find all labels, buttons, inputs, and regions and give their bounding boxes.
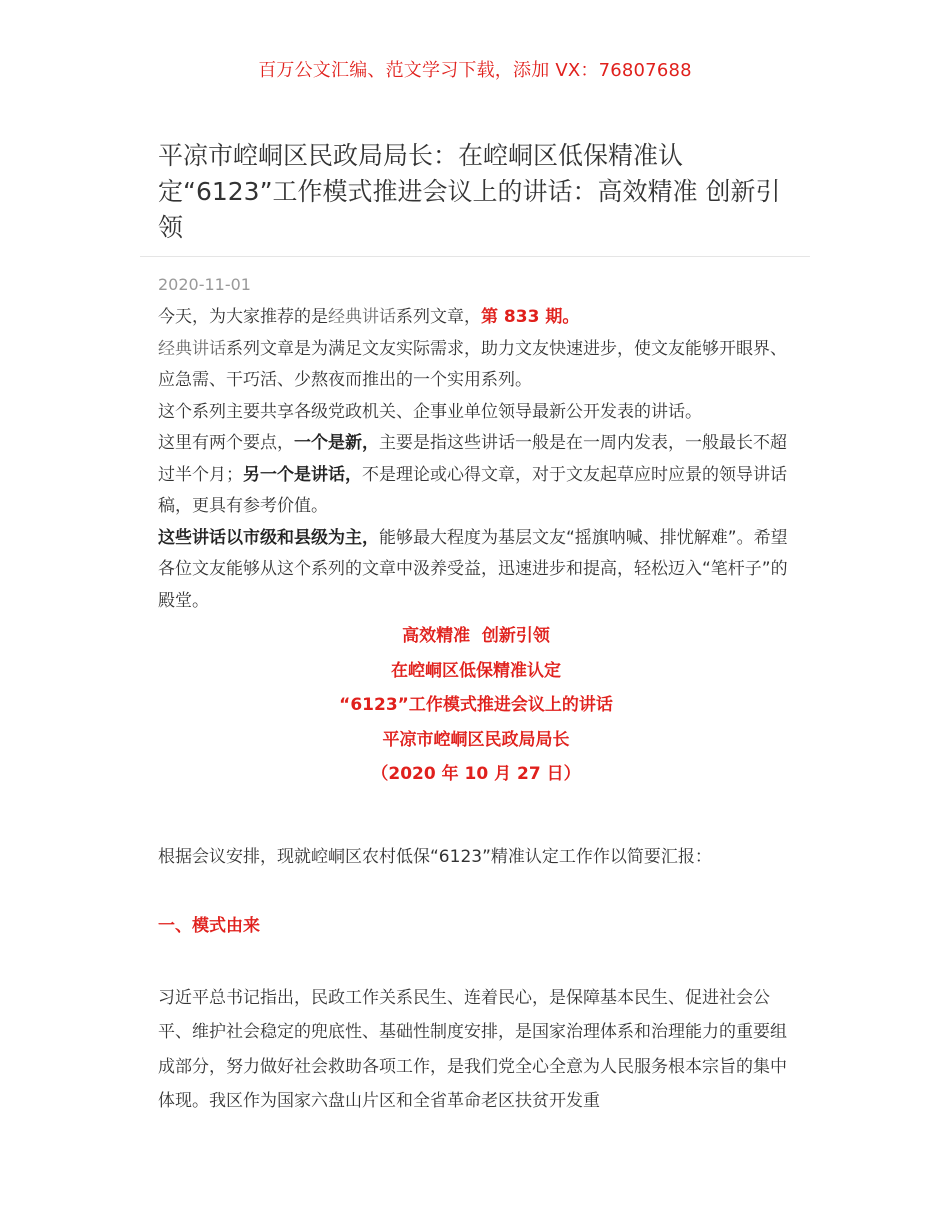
intro-p1-mid: 系列文章， bbox=[396, 307, 481, 327]
intro-p5-b: 能够最大程度为基层文友“摇旗呐喊、排忧解难”。希望各位文友能够从这个系列的文章中汲养受益，迅速进步和提高，轻松迈入“笔杆子”的殿堂。 bbox=[158, 527, 788, 611]
title-divider bbox=[140, 256, 810, 257]
speech-header-line-5: （2020 年 10 月 27 日） bbox=[371, 764, 581, 784]
speech-header-line-2: 在崆峒区低保精准认定 bbox=[391, 660, 561, 681]
intro-p1-prefix: 今天，为大家推荐的是 bbox=[158, 307, 328, 327]
intro-p2-text: 系列文章是为满足文友实际需求，助力文友快速进步，使文友能够开眼界、应急需、干巧活、少熬夜而推出的一个实用系列。 bbox=[158, 338, 787, 390]
speech-header-line-3: “6123”工作模式推进会议上的讲话 bbox=[339, 695, 613, 715]
intro-p4-c: 主要是指这些讲话一般是在一周内发表，一般最长不超过半个月； bbox=[158, 433, 787, 485]
article-content bbox=[158, 302, 794, 1119]
publish-date: 2020-11-01 bbox=[158, 275, 251, 294]
section-1-paragraph: 习近平总书记指出，民政工作关系民生、连着民心，是保障基本民生、促进社会公平、维护社会稳定的兜底性、基础性制度安排，是国家治理体系和治理能力的重要组成部分，努力做好社会救助各项工作，是我们党全心全意为人民服务根本宗旨的集中体现。我区作为国家六盘山片区和全省革命老区扶贫开发重 bbox=[158, 987, 787, 1111]
intro-paragraph-5 bbox=[158, 523, 794, 618]
article-title: 平凉市崆峒区民政局局长：在崆峒区低保精准认定“6123”工作模式推进会议上的讲话：高效精准 创新引领 bbox=[158, 141, 781, 242]
speech-header bbox=[158, 619, 794, 792]
promo-banner: 百万公文汇编、范文学习下载，添加 VX：76807688 bbox=[258, 60, 692, 81]
report-intro: 根据会议安排，现就崆峒区农村低保“6123”精准认定工作作以简要汇报： bbox=[158, 846, 712, 867]
speech-header-line-1: 高效精准 创新引领 bbox=[402, 626, 550, 646]
intro-p4-a: 这里有两个要点， bbox=[158, 433, 294, 453]
intro-paragraph-4 bbox=[158, 428, 794, 523]
intro-p4-d: 另一个是讲话， bbox=[243, 464, 362, 485]
section-1-heading: 一、模式由来 bbox=[158, 916, 260, 936]
intro-p4-e: 不是理论或心得文章，对于文友起草应时应景的领导讲话稿，更具有参考价值。 bbox=[158, 464, 787, 516]
intro-paragraph-2 bbox=[158, 334, 794, 397]
issue-number: 第 833 期。 bbox=[481, 307, 580, 327]
intro-p4-b: 一个是新， bbox=[294, 433, 379, 453]
intro-p5-a: 这些讲话以市级和县级为主， bbox=[158, 527, 379, 548]
intro-paragraph-3: 这个系列主要共享各级党政机关、企事业单位领导最新公开发表的讲话。 bbox=[158, 401, 702, 422]
speech-header-line-4: 平凉市崆峒区民政局局长 bbox=[382, 729, 570, 750]
intro-paragraph-1 bbox=[158, 302, 794, 334]
series-name: 经典讲话 bbox=[328, 307, 396, 327]
series-name-2: 经典讲话 bbox=[158, 338, 226, 359]
